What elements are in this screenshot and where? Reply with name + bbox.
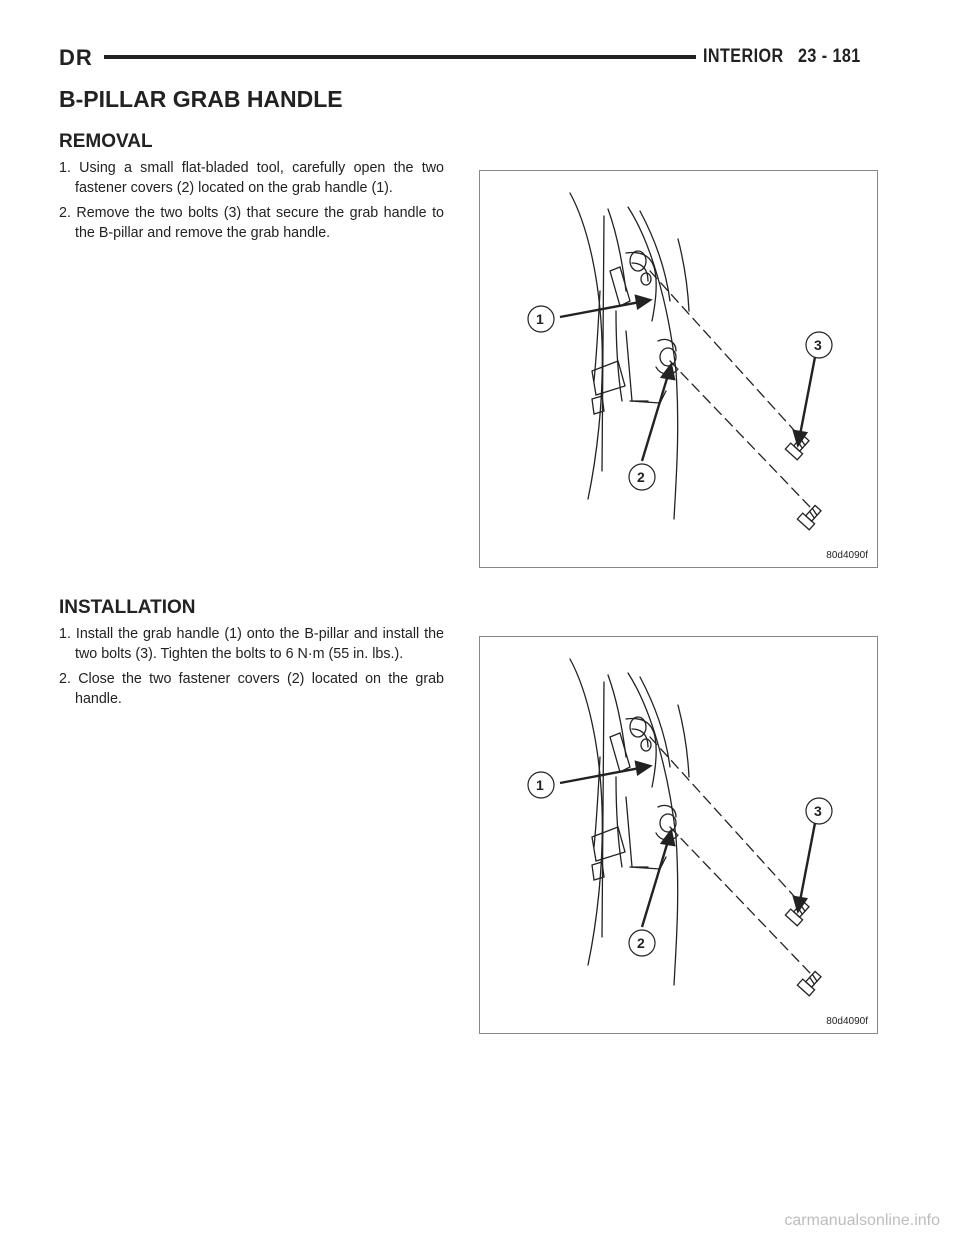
installation-steps (59, 624, 444, 714)
figure-id: 80d4090f (826, 1016, 868, 1027)
header-rule (104, 55, 696, 59)
installation-illustration (480, 637, 877, 1033)
callout-1: 1 (536, 777, 544, 793)
header-page-number: 23 - 181 (798, 46, 861, 67)
header-model: DR (59, 45, 93, 70)
installation-step-2: 2. Close the two fastener covers (2) located on the grab handle. (59, 671, 444, 707)
figure-id: 80d4090f (826, 550, 868, 561)
installation-figure (479, 636, 878, 1034)
callout-2: 2 (637, 935, 645, 951)
callout-2: 2 (637, 469, 645, 485)
installation-heading: INSTALLATION (59, 597, 196, 618)
removal-step-1: 1. Using a small flat-bladed tool, carefully open the two fastener covers (2) located on the grab handle (1). (59, 160, 444, 196)
header-section: INTERIOR (703, 46, 784, 67)
callout-3: 3 (814, 337, 822, 353)
callout-1: 1 (536, 311, 544, 327)
installation-step-1: 1. Install the grab handle (1) onto the B-pillar and install the two bolts (3). Tighten the bolts to 6 N·m (55 in. lbs.). (59, 626, 444, 662)
removal-heading: REMOVAL (59, 131, 153, 152)
page-title: B-PILLAR GRAB HANDLE (59, 86, 343, 112)
removal-steps (59, 158, 444, 248)
removal-step-2: 2. Remove the two bolts (3) that secure the grab handle to the B-pillar and remove the grab handle. (59, 205, 444, 241)
callout-3: 3 (814, 803, 822, 819)
removal-figure (479, 170, 878, 568)
watermark: carmanualsonline.info (784, 1212, 940, 1229)
removal-illustration (480, 171, 877, 567)
